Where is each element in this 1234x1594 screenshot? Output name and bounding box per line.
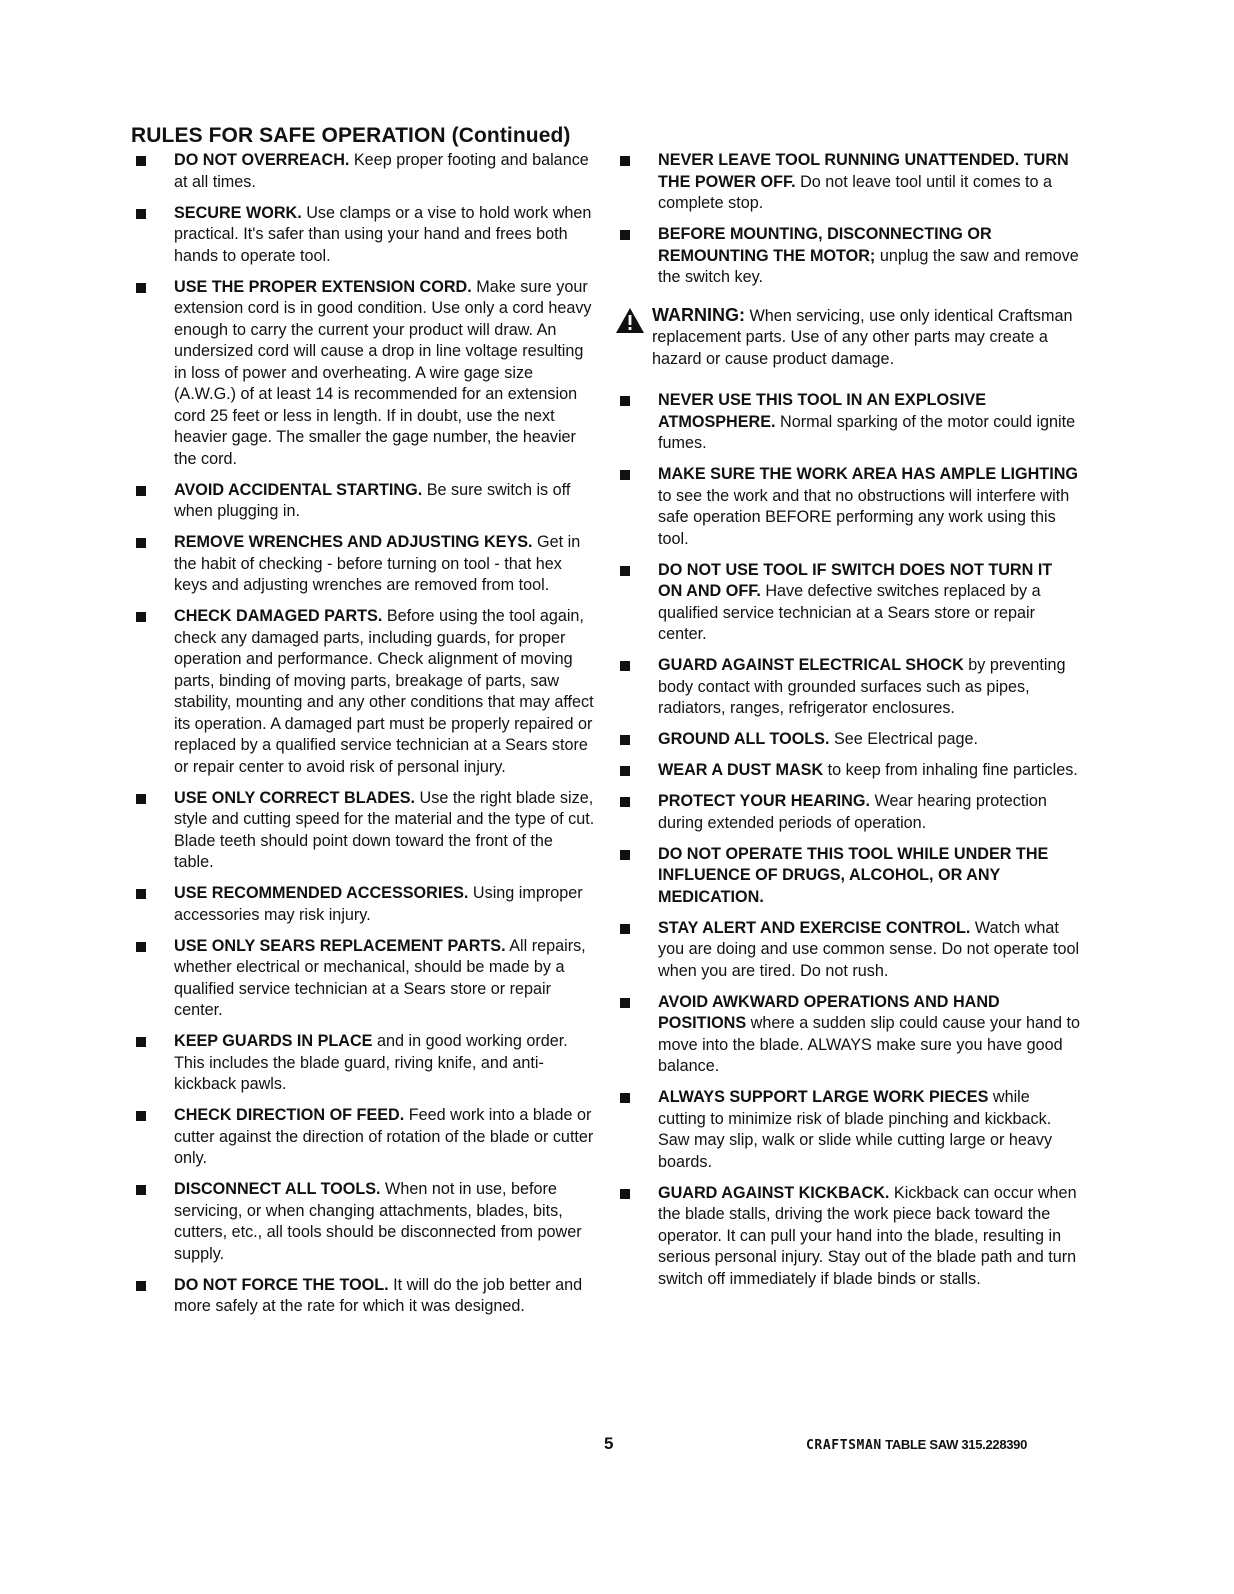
rule-text: to see the work and that no obstructions will interfere with safe operation BEFORE performing any work using this tool. (658, 486, 1070, 548)
warning-text: When servicing, use only identical Craftsman replacement parts. Use of any other parts may create a hazard or cause product damage. (652, 306, 1073, 368)
list-item (610, 390, 1080, 455)
list-item (126, 1105, 596, 1170)
list-item (610, 791, 1080, 834)
square-bullet-icon (620, 1093, 630, 1103)
list-item (126, 277, 596, 471)
square-bullet-icon (620, 1189, 630, 1199)
rule-lead: STAY ALERT AND EXERCISE CONTROL. (658, 918, 971, 937)
rule-text: Feed work into a blade or cutter against the direction of rotation of the blade or cutter only. (174, 1106, 594, 1167)
rule-lead: GUARD AGAINST ELECTRICAL SHOCK (658, 656, 964, 674)
rule-lead: KEEP GUARDS IN PLACE (174, 1032, 373, 1050)
list-item (610, 1183, 1080, 1291)
rule-text: When not in use, before servicing, or when changing attachments, blades, bits, cutters, etc., all tools should be disconnected from power supply. (174, 1180, 582, 1263)
square-bullet-icon (136, 209, 146, 219)
square-bullet-icon (136, 283, 146, 293)
list-item (126, 150, 596, 193)
list-item (126, 883, 596, 926)
square-bullet-icon (620, 735, 630, 745)
square-bullet-icon (620, 396, 630, 406)
list-item (610, 992, 1080, 1078)
rule-lead: GUARD AGAINST KICKBACK. (658, 1183, 890, 1202)
rule-lead: USE ONLY CORRECT BLADES. (174, 788, 416, 807)
rule-text: Make sure your extension cord is in good condition. Use only a cord heavy enough to carry the current your product will draw. An undersized cord will cause a drop in line voltage resulting in loss of power and overheating. A wire gage size (A.W.G.) of at least 14 is recommended for an extension cord 25 feet or less in length. If in doubt, use the next heavier gage. The smaller the gage number, the heavier the cord. (174, 277, 592, 468)
square-bullet-icon (136, 942, 146, 952)
list-item (126, 1275, 596, 1318)
list-item (610, 655, 1080, 720)
list-item (126, 1031, 596, 1096)
rule-text: Using improper accessories may risk injury. (174, 884, 583, 924)
square-bullet-icon (620, 470, 630, 480)
square-bullet-icon (136, 538, 146, 548)
rule-lead: CHECK DIRECTION OF FEED. (174, 1106, 405, 1124)
rule-text: Be sure switch is off when plugging in. (174, 480, 571, 520)
warning-triangle-icon (615, 307, 645, 334)
rule-lead: DO NOT OPERATE THIS TOOL WHILE UNDER THE INFLUENCE OF DRUGS, ALCOHOL, OR ANY MEDICATION. (658, 844, 1049, 906)
rule-lead: CHECK DAMAGED PARTS. (174, 607, 383, 625)
list-item (126, 606, 596, 778)
rule-lead: SECURE WORK. (174, 203, 302, 222)
rule-lead: DO NOT OVERREACH. (174, 151, 350, 169)
rule-lead: USE RECOMMENDED ACCESSORIES. (174, 884, 469, 902)
list-item (610, 224, 1080, 289)
list-item (610, 1087, 1080, 1173)
rule-lead: BEFORE MOUNTING, DISCONNECTING OR REMOUNTING THE MOTOR; (658, 225, 992, 265)
rule-lead: DO NOT FORCE THE TOOL. (174, 1275, 389, 1294)
page-number: 5 (604, 1434, 614, 1453)
rule-text: Normal sparking of the motor could ignite fumes. (658, 412, 1076, 452)
rule-text: unplug the saw and remove the switch key. (658, 246, 1079, 286)
rule-text: Use clamps or a vise to hold work when practical. It's safer than using your hand and frees both hands to operate tool. (174, 203, 592, 265)
rule-text: Get in the habit of checking - before turning on tool - that hex keys and adjusting wrenches are removed from tool. (174, 533, 581, 594)
square-bullet-icon (136, 1185, 146, 1195)
rule-text: Use the right blade size, style and cutting speed for the material and the type of cut. Blade teeth should point down toward the front of the table. (174, 788, 595, 871)
square-bullet-icon (136, 156, 146, 166)
rule-lead: PROTECT YOUR HEARING. (658, 792, 870, 810)
left-column (126, 150, 596, 1327)
list-item (610, 560, 1080, 646)
square-bullet-icon (620, 924, 630, 934)
list-item (126, 788, 596, 874)
warning-label: WARNING: (652, 304, 745, 325)
rule-text: Before using the tool again, check any damaged parts, including guards, for proper operation and performance. Check alignment of moving parts, binding of moving parts, breakage of parts, saw stability, mounting and any other conditions that may affect its operation. A damaged part must be properly repaired or replaced by a qualified service technician at a Sears store or repair center to avoid risk of personal injury. (174, 607, 594, 776)
square-bullet-icon (620, 998, 630, 1008)
rule-lead: ALWAYS SUPPORT LARGE WORK PIECES (658, 1088, 989, 1106)
rule-text: Kickback can occur when the blade stalls, driving the work piece back toward the operator. It can pull your hand into the blade, resulting in serious personal injury. Stay out of the blade path and turn switch off immediately if blade binds or stalls. (658, 1183, 1077, 1288)
list-item (610, 729, 1080, 751)
square-bullet-icon (620, 566, 630, 576)
list-item (126, 480, 596, 523)
rule-lead: WEAR A DUST MASK (658, 761, 824, 779)
square-bullet-icon (620, 230, 630, 240)
rule-text: by preventing body contact with grounded surfaces such as pipes, radiators, ranges, refrigerator enclosures. (658, 656, 1066, 717)
rule-lead: REMOVE WRENCHES AND ADJUSTING KEYS. (174, 533, 533, 551)
list-item (610, 844, 1080, 909)
square-bullet-icon (136, 1111, 146, 1121)
rule-text: See Electrical page. (829, 730, 978, 748)
list-item (126, 203, 596, 268)
footer-model (806, 1437, 1027, 1453)
square-bullet-icon (136, 1281, 146, 1291)
rule-lead: MAKE SURE THE WORK AREA HAS AMPLE LIGHTING (658, 465, 1078, 483)
rule-text: All repairs, whether electrical or mechanical, should be made by a qualified service technician at a Sears store or repair center. (174, 936, 586, 1019)
rule-lead: AVOID AWKWARD OPERATIONS AND HAND POSITIONS (658, 992, 1000, 1032)
square-bullet-icon (620, 766, 630, 776)
list-item (610, 150, 1080, 215)
rule-text: while cutting to minimize risk of blade pinching and kickback. Saw may slip, walk or slide while cutting large or heavy boards. (658, 1088, 1053, 1171)
rule-text: Wear hearing protection during extended periods of operation. (658, 792, 1047, 832)
square-bullet-icon (620, 661, 630, 671)
model-label: TABLE SAW 315.228390 (881, 1437, 1028, 1452)
rule-lead: GROUND ALL TOOLS. (658, 730, 830, 748)
rule-lead: AVOID ACCIDENTAL STARTING. (174, 480, 423, 499)
list-item (126, 532, 596, 597)
rule-text: Have defective switches replaced by a qualified service technician at a Sears store or repair center. (658, 582, 1041, 643)
rule-lead: DISCONNECT ALL TOOLS. (174, 1180, 381, 1198)
rule-lead: DO NOT USE TOOL IF SWITCH DOES NOT TURN IT ON AND OFF. (658, 560, 1053, 600)
square-bullet-icon (136, 486, 146, 496)
square-bullet-icon (620, 156, 630, 166)
rule-lead: NEVER USE THIS TOOL IN AN EXPLOSIVE ATMOSPHERE. (658, 391, 987, 431)
rule-text: and in good working order. This includes the blade guard, riving knife, and anti-kickback pawls. (174, 1032, 568, 1093)
list-item (610, 464, 1080, 550)
rule-text: It will do the job better and more safely at the rate for which it was designed. (174, 1275, 583, 1315)
square-bullet-icon (136, 794, 146, 804)
warning-notice (610, 305, 1080, 371)
rule-lead: USE ONLY SEARS REPLACEMENT PARTS. (174, 936, 506, 955)
rule-lead: USE THE PROPER EXTENSION CORD. (174, 277, 472, 296)
rule-text: Watch what you are doing and use common sense. Do not operate tool when you are tired. Do not rush. (658, 918, 1080, 980)
list-item (126, 936, 596, 1022)
square-bullet-icon (136, 889, 146, 899)
rule-text: to keep from inhaling fine particles. (823, 761, 1078, 779)
rule-text: Keep proper footing and balance at all times. (174, 151, 589, 191)
square-bullet-icon (620, 850, 630, 860)
right-column (610, 150, 1080, 1300)
list-item (610, 760, 1080, 782)
square-bullet-icon (136, 1037, 146, 1047)
brand-logo: CRAFTSMAN (806, 1438, 882, 1453)
rule-lead: NEVER LEAVE TOOL RUNNING UNATTENDED. TURN THE POWER OFF. (658, 151, 1069, 191)
rule-text: where a sudden slip could cause your hand to move into the blade. ALWAYS make sure you have good balance. (658, 1014, 1081, 1075)
square-bullet-icon (620, 797, 630, 807)
list-item (126, 1179, 596, 1265)
list-item (610, 918, 1080, 983)
rule-text: Do not leave tool until it comes to a complete stop. (658, 172, 1053, 212)
page-title: RULES FOR SAFE OPERATION (Continued) (131, 124, 571, 147)
square-bullet-icon (136, 612, 146, 622)
